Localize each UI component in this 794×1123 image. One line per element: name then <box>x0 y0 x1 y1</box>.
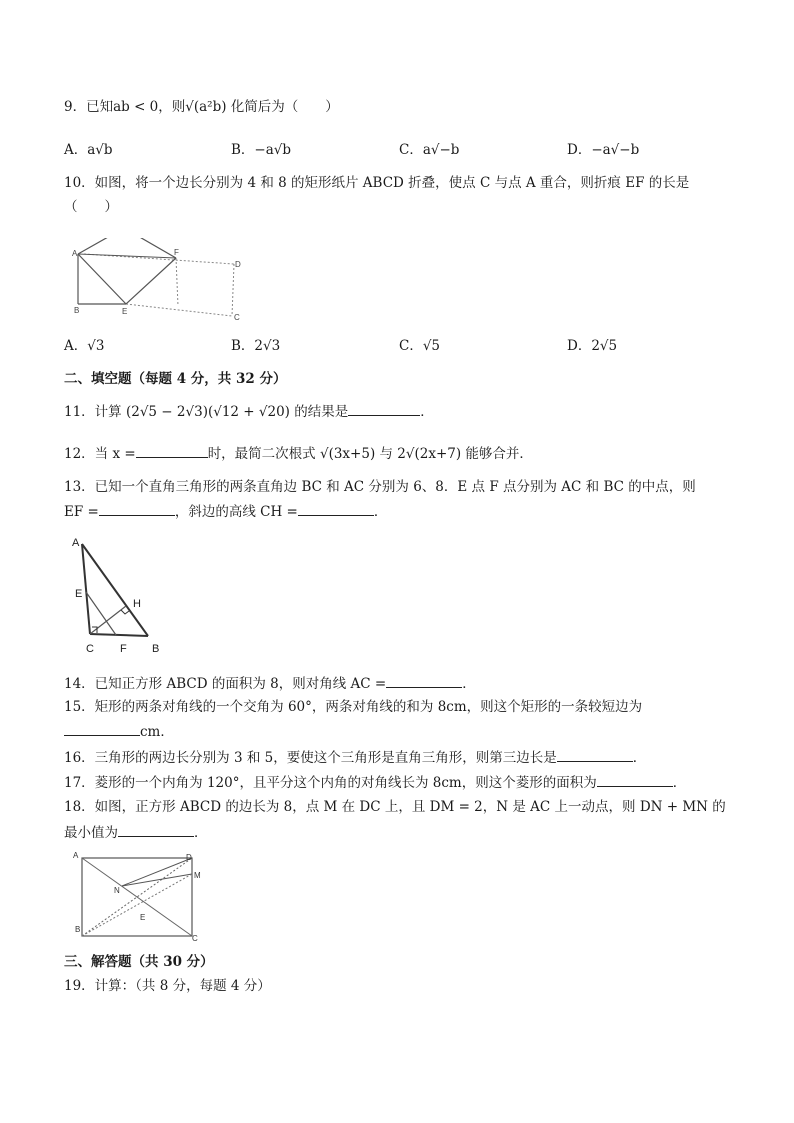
q17-end: ． <box>672 775 687 791</box>
q13-ch-label: ，斜边的高线 CH = <box>174 504 298 520</box>
q18-label-b: B <box>75 925 81 934</box>
q10-folded-edge-2 <box>124 238 176 258</box>
q13-right-angle-h <box>121 610 129 614</box>
q11-answer-blank[interactable] <box>348 401 420 416</box>
q10-paren: （ ） <box>64 199 118 215</box>
q13-ef-label: EF = <box>64 504 99 520</box>
q12-text-b: 时，最简二次根式 √(3x+5) 与 2√(2x+7) 能够合并． <box>207 446 533 462</box>
q10-option-a: A．√3 <box>64 338 105 354</box>
q13-ch-blank[interactable] <box>298 501 374 516</box>
q10-stem: 10．如图，将一个边长分别为 4 和 8 的矩形纸片 ABCD 折叠，使点 C 与点 A 重合，则折痕 EF 的长是 <box>64 175 690 191</box>
q18-line2 <box>64 822 208 843</box>
q18-segment-mn <box>122 874 192 886</box>
q10-fold-line <box>176 258 178 306</box>
q18-label-a: A <box>73 851 79 860</box>
q11-text: 11．计算 (2√5 − 2√3)(√12 + √20) 的结果是 <box>64 404 349 420</box>
q10-edge-ec <box>126 304 232 316</box>
q10-folded-edge-1 <box>78 238 124 254</box>
q13-side-ab <box>82 544 148 636</box>
q10-segment-ae <box>78 254 126 304</box>
q18-text: 最小值为 <box>64 825 118 841</box>
q18-label-d: D <box>186 853 192 862</box>
q18-answer-blank[interactable] <box>118 822 194 837</box>
q9-option-d: D．−a√−b <box>567 142 640 158</box>
q10-segment-af <box>78 254 176 258</box>
q10-fold-figure <box>64 238 246 326</box>
q10-label-d: D <box>235 260 241 269</box>
q17-text: 17．菱形的一个内角为 120°，且平分这个内角的对角线长为 8cm，则这个菱形的面积为 <box>64 775 597 791</box>
q13-label-h: H <box>133 598 141 610</box>
q10-option-d: D．2√5 <box>567 338 618 354</box>
section2-title: 二、填空题（每题 4 分，共 32 分） <box>64 371 287 387</box>
q14-answer-blank[interactable] <box>386 673 462 688</box>
q13-label-f: F <box>120 643 127 655</box>
q18-segment-dn <box>122 858 192 886</box>
q10-label-f: F <box>174 248 179 257</box>
q14 <box>64 673 476 694</box>
q18-label-m: M <box>194 871 201 880</box>
q10-segment-ef <box>126 258 176 304</box>
q10-label-e: E <box>122 307 128 316</box>
q17-answer-blank[interactable] <box>597 772 673 787</box>
q9-option-c: C．a√−b <box>399 142 460 158</box>
q10-label-b: B <box>74 306 80 315</box>
q13-line2 <box>64 501 387 522</box>
q13-triangle-figure <box>66 534 176 658</box>
q9-option-a: A．a√b <box>64 142 113 158</box>
q13-line1: 13．已知一个直角三角形的两条直角边 BC 和 AC 分别为 6、8．E 点 F 点分别为 AC 和 BC 的中点，则 <box>64 479 696 495</box>
q13-label-b: B <box>152 643 160 655</box>
q14-text: 14．已知正方形 ABCD 的面积为 8，则对角线 AC = <box>64 676 387 692</box>
q13-label-c: C <box>86 643 94 655</box>
q13-ef-blank[interactable] <box>99 501 175 516</box>
q10-option-b: B．2√3 <box>231 338 281 354</box>
q10-label-c: C <box>234 313 240 322</box>
q18-label-c: C <box>192 934 198 943</box>
q10-option-c: C．√5 <box>399 338 441 354</box>
q15-line2 <box>64 721 174 742</box>
q13-height-ch <box>90 606 126 634</box>
q10-edge-dc <box>232 264 234 316</box>
q11 <box>64 401 434 422</box>
q13-side-ac <box>82 544 90 634</box>
q12-answer-blank[interactable] <box>136 443 208 458</box>
q12-text-a: 12．当 x = <box>64 446 136 462</box>
q9-stem: 9．已知ab < 0，则√(a²b) 化简后为（ ） <box>64 99 339 115</box>
section3-title: 三、解答题（共 30 分） <box>64 954 214 970</box>
q16 <box>64 747 646 768</box>
q16-text: 16．三角形的两边长分别为 3 和 5，要使这个三角形是直角三角形，则第三边长是 <box>64 750 557 766</box>
q15-line1: 15．矩形的两条对角线的一个交角为 60°，两条对角线的和为 8cm，则这个矩形的一条较短边为 <box>64 699 643 715</box>
q13-label-a: A <box>72 537 80 549</box>
q9-option-b: B．−a√b <box>231 142 292 158</box>
q17 <box>64 772 686 793</box>
q12 <box>64 443 533 464</box>
q16-answer-blank[interactable] <box>557 747 633 762</box>
q15-unit: cm． <box>140 724 174 740</box>
q11-end: ． <box>420 404 434 420</box>
q18-square-figure <box>70 848 206 944</box>
q13-side-cb <box>90 634 148 636</box>
q18-label-n: N <box>114 886 120 895</box>
q16-end: ． <box>632 750 647 766</box>
q14-end: ． <box>462 676 476 692</box>
q18-line1: 18．如图，正方形 ABCD 的边长为 8，点 M 在 DC 上，且 DM = 2，N 是 AC 上一动点，则 DN + MN 的 <box>64 799 726 815</box>
q15-answer-blank[interactable] <box>64 721 140 736</box>
q13-label-e: E <box>75 588 83 600</box>
q19: 19．计算：（共 8 分，每题 4 分） <box>64 978 271 994</box>
q18-label-e: E <box>140 913 146 922</box>
q18-end: ． <box>194 825 208 841</box>
q10-label-a: A <box>72 249 78 258</box>
q13-end: ． <box>373 504 388 520</box>
